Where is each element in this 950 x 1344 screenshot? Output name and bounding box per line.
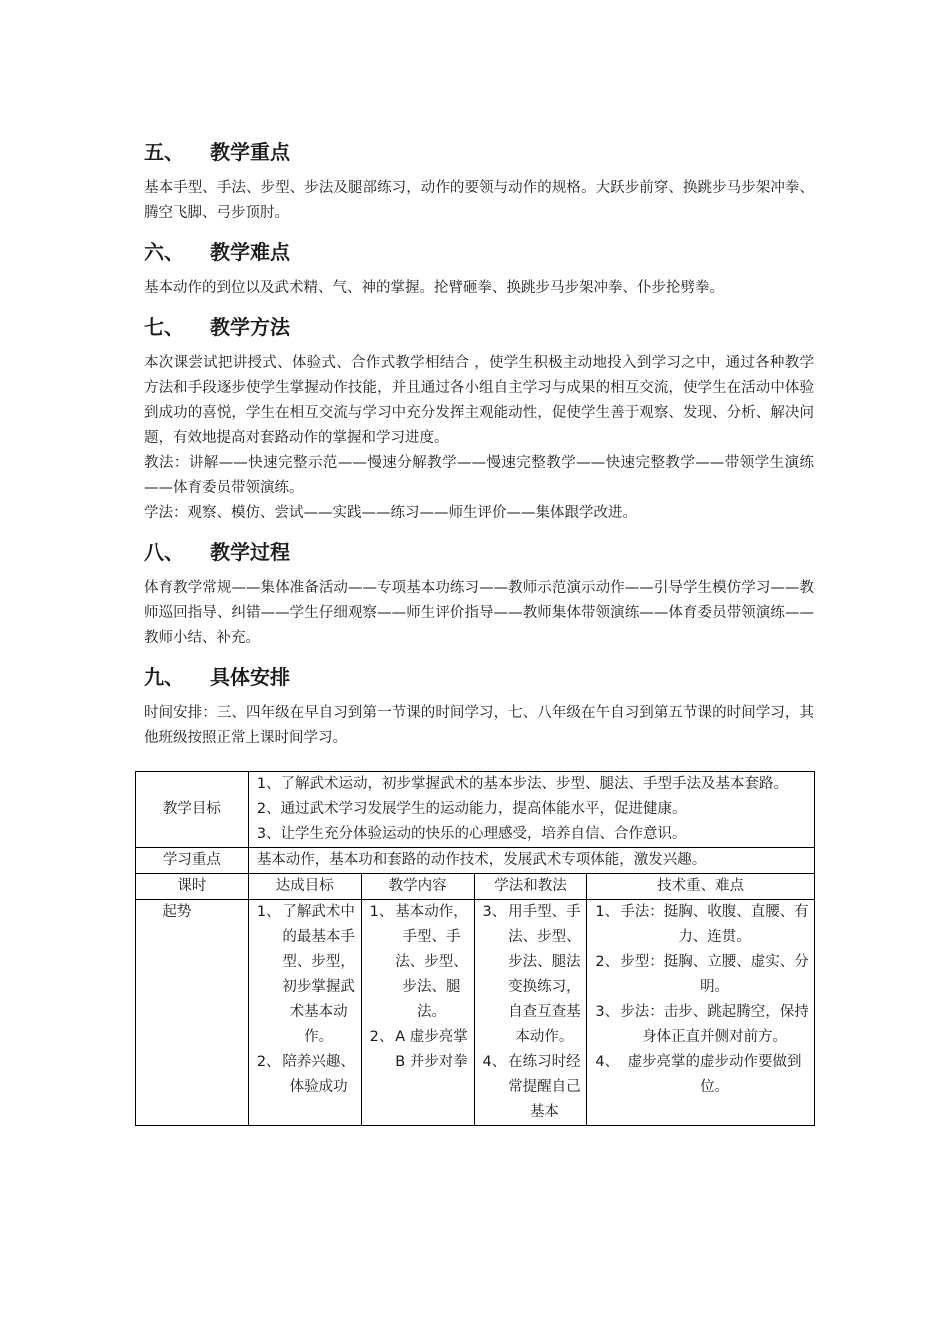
list-item-number: 2、 (595, 954, 620, 970)
key-points-cell (587, 900, 815, 1126)
section-heading (144, 132, 814, 172)
list-item (483, 900, 583, 1050)
list-item-number: 1、 (256, 904, 281, 920)
section-paragraph: 体育教学常规——集体准备活动——专项基本功练习——教师示范演示动作——引导学生模仿学习——教师巡回指导、纠错——学生仔细观察——师生评价指导——教师集体带领演练——体育委员带领演练——教师小结、补充。 (144, 580, 814, 646)
list-item (370, 1025, 470, 1075)
list-item-text: 基本动作，手型、手法、步型、步法、腿法。 (395, 904, 468, 1020)
methods-list (483, 900, 583, 1125)
section-title: 教学过程 (210, 540, 290, 564)
list-item-number: 1、 (595, 904, 620, 920)
section-paragraph: 基本动作的到位以及武术精、气、神的掌握。抡臂砸拳、换跳步马步架冲拳、仆步抡劈拳。 (144, 280, 724, 296)
goals-row (136, 772, 815, 848)
list-item-number: 3、 (482, 904, 507, 920)
section-title: 教学重点 (210, 140, 290, 164)
focus-row (136, 848, 815, 874)
list-item-text: A 虚步亮掌 B 并步对拳 (395, 1029, 468, 1070)
goals-list (257, 772, 810, 847)
focus-label: 学习重点 (136, 848, 249, 874)
list-item-number: 1、 (256, 776, 281, 792)
section-paragraph: 本次课尝试把讲授式、体验式、合作式教学相结合 ，使学生积极主动地投入到学习之中，通过各种教学方法和手段逐步使学生掌握动作技能，并且通过各小组自主学习与成果的相互交流，使学生在活动中体验到成功的喜悦，学生在相互交流与学习中充分发挥主观能动性，促使学生善于观察、发现、分析、解决问题，有效地提高对套路动作的掌握和学习进度。 (144, 355, 814, 446)
list-item (483, 1050, 583, 1125)
section-heading (144, 657, 814, 697)
list-item-text: 步型：挺胸、立腰、虚实、分明。 (620, 954, 809, 995)
header-lesson: 课时 (136, 874, 249, 900)
header-key-points: 技术重、难点 (587, 874, 815, 900)
header-row (136, 874, 815, 900)
section-number: 九、 (144, 665, 184, 689)
section-heading (144, 307, 814, 347)
section-heading (144, 532, 814, 572)
section-heading (144, 232, 814, 272)
header-methods: 学法和教法 (474, 874, 587, 900)
list-item-text: 步法：击步、跳起腾空，保持身体正直并侧对前方。 (620, 1004, 809, 1045)
list-item-text: 了解武术中的最基本手型、步型，初步掌握武术基本动作。 (282, 904, 355, 1045)
list-item (595, 900, 810, 950)
list-item-number: 3、 (595, 1004, 620, 1020)
key-points-list (595, 900, 810, 1100)
section-paragraph: 时间安排：三、四年级在早自习到第一节课的时间学习，七、八年级在午自习到第五节课的时间学习，其他班级按照正常上课时间学习。 (144, 705, 814, 746)
targets-list (257, 900, 357, 1100)
list-item-text: 了解武术运动，初步掌握武术的基本步法、步型、腿法、手型手法及基本套路。 (280, 776, 789, 792)
lesson-row (136, 900, 815, 1126)
list-item-number: 2、 (369, 1029, 394, 1045)
methods-cell (474, 900, 587, 1126)
goals-cell (248, 772, 814, 848)
section-title: 教学难点 (210, 240, 290, 264)
section-number: 五、 (144, 140, 184, 164)
list-item-number: 4、 (595, 1054, 620, 1070)
list-item (257, 772, 810, 797)
list-item (257, 797, 810, 822)
section-title: 具体安排 (210, 665, 290, 689)
section-paragraph: 教法：讲解——快速完整示范——慢速分解教学——慢速完整教学——快速完整教学——带领学生演练——体育委员带领演练。 (144, 455, 814, 496)
list-item-text: 通过武术学习发展学生的运动能力，提高体能水平，促进健康。 (280, 801, 687, 817)
list-item-number: 3、 (256, 826, 281, 842)
list-item (595, 950, 810, 1000)
list-item (257, 1050, 357, 1100)
list-item (257, 900, 357, 1050)
list-item (595, 1050, 810, 1100)
section-paragraph: 学法：观察、模仿、尝试——实践——练习——师生评价——集体跟学改进。 (144, 505, 637, 521)
list-item (257, 822, 810, 847)
section-paragraph: 基本手型、手法、步型、步法及腿部练习，动作的要领与动作的规格。大跃步前穿、换跳步马步架冲拳、腾空飞脚、弓步顶肘。 (144, 180, 814, 221)
header-targets: 达成目标 (248, 874, 361, 900)
list-item-number: 4、 (482, 1054, 507, 1070)
lesson-name: 起势 (136, 900, 249, 1126)
goals-label: 教学目标 (136, 772, 249, 848)
list-item (370, 900, 470, 1025)
section-title: 教学方法 (210, 315, 290, 339)
content-list (370, 900, 470, 1075)
section-number: 七、 (144, 315, 184, 339)
document-body (144, 132, 814, 757)
focus-text: 基本动作，基本功和套路的动作技术，发展武术专项体能，激发兴趣。 (248, 848, 814, 874)
lesson-plan-table (135, 771, 815, 1126)
list-item-number: 2、 (256, 801, 281, 817)
list-item-text: 在练习时经常提醒自己基本 (508, 1054, 581, 1120)
content-cell (361, 900, 474, 1126)
section-number: 六、 (144, 240, 184, 264)
list-item-number: 2、 (256, 1054, 281, 1070)
targets-cell (248, 900, 361, 1126)
list-item-text: 手法：挺胸、收腹、直腰、有力、连贯。 (620, 904, 809, 945)
list-item-text: 让学生充分体验运动的快乐的心理感受，培养自信、合作意识。 (280, 826, 687, 842)
list-item-text: 陪养兴趣、体验成功 (282, 1054, 355, 1095)
section-number: 八、 (144, 540, 184, 564)
list-item (595, 1000, 810, 1050)
header-content: 教学内容 (361, 874, 474, 900)
list-item-text: 虚步亮掌的虚步动作要做到位。 (627, 1054, 802, 1095)
list-item-text: 用手型、手法、步型、步法、腿法变换练习，自查互查基本动作。 (508, 904, 581, 1045)
list-item-number: 1、 (369, 904, 394, 920)
